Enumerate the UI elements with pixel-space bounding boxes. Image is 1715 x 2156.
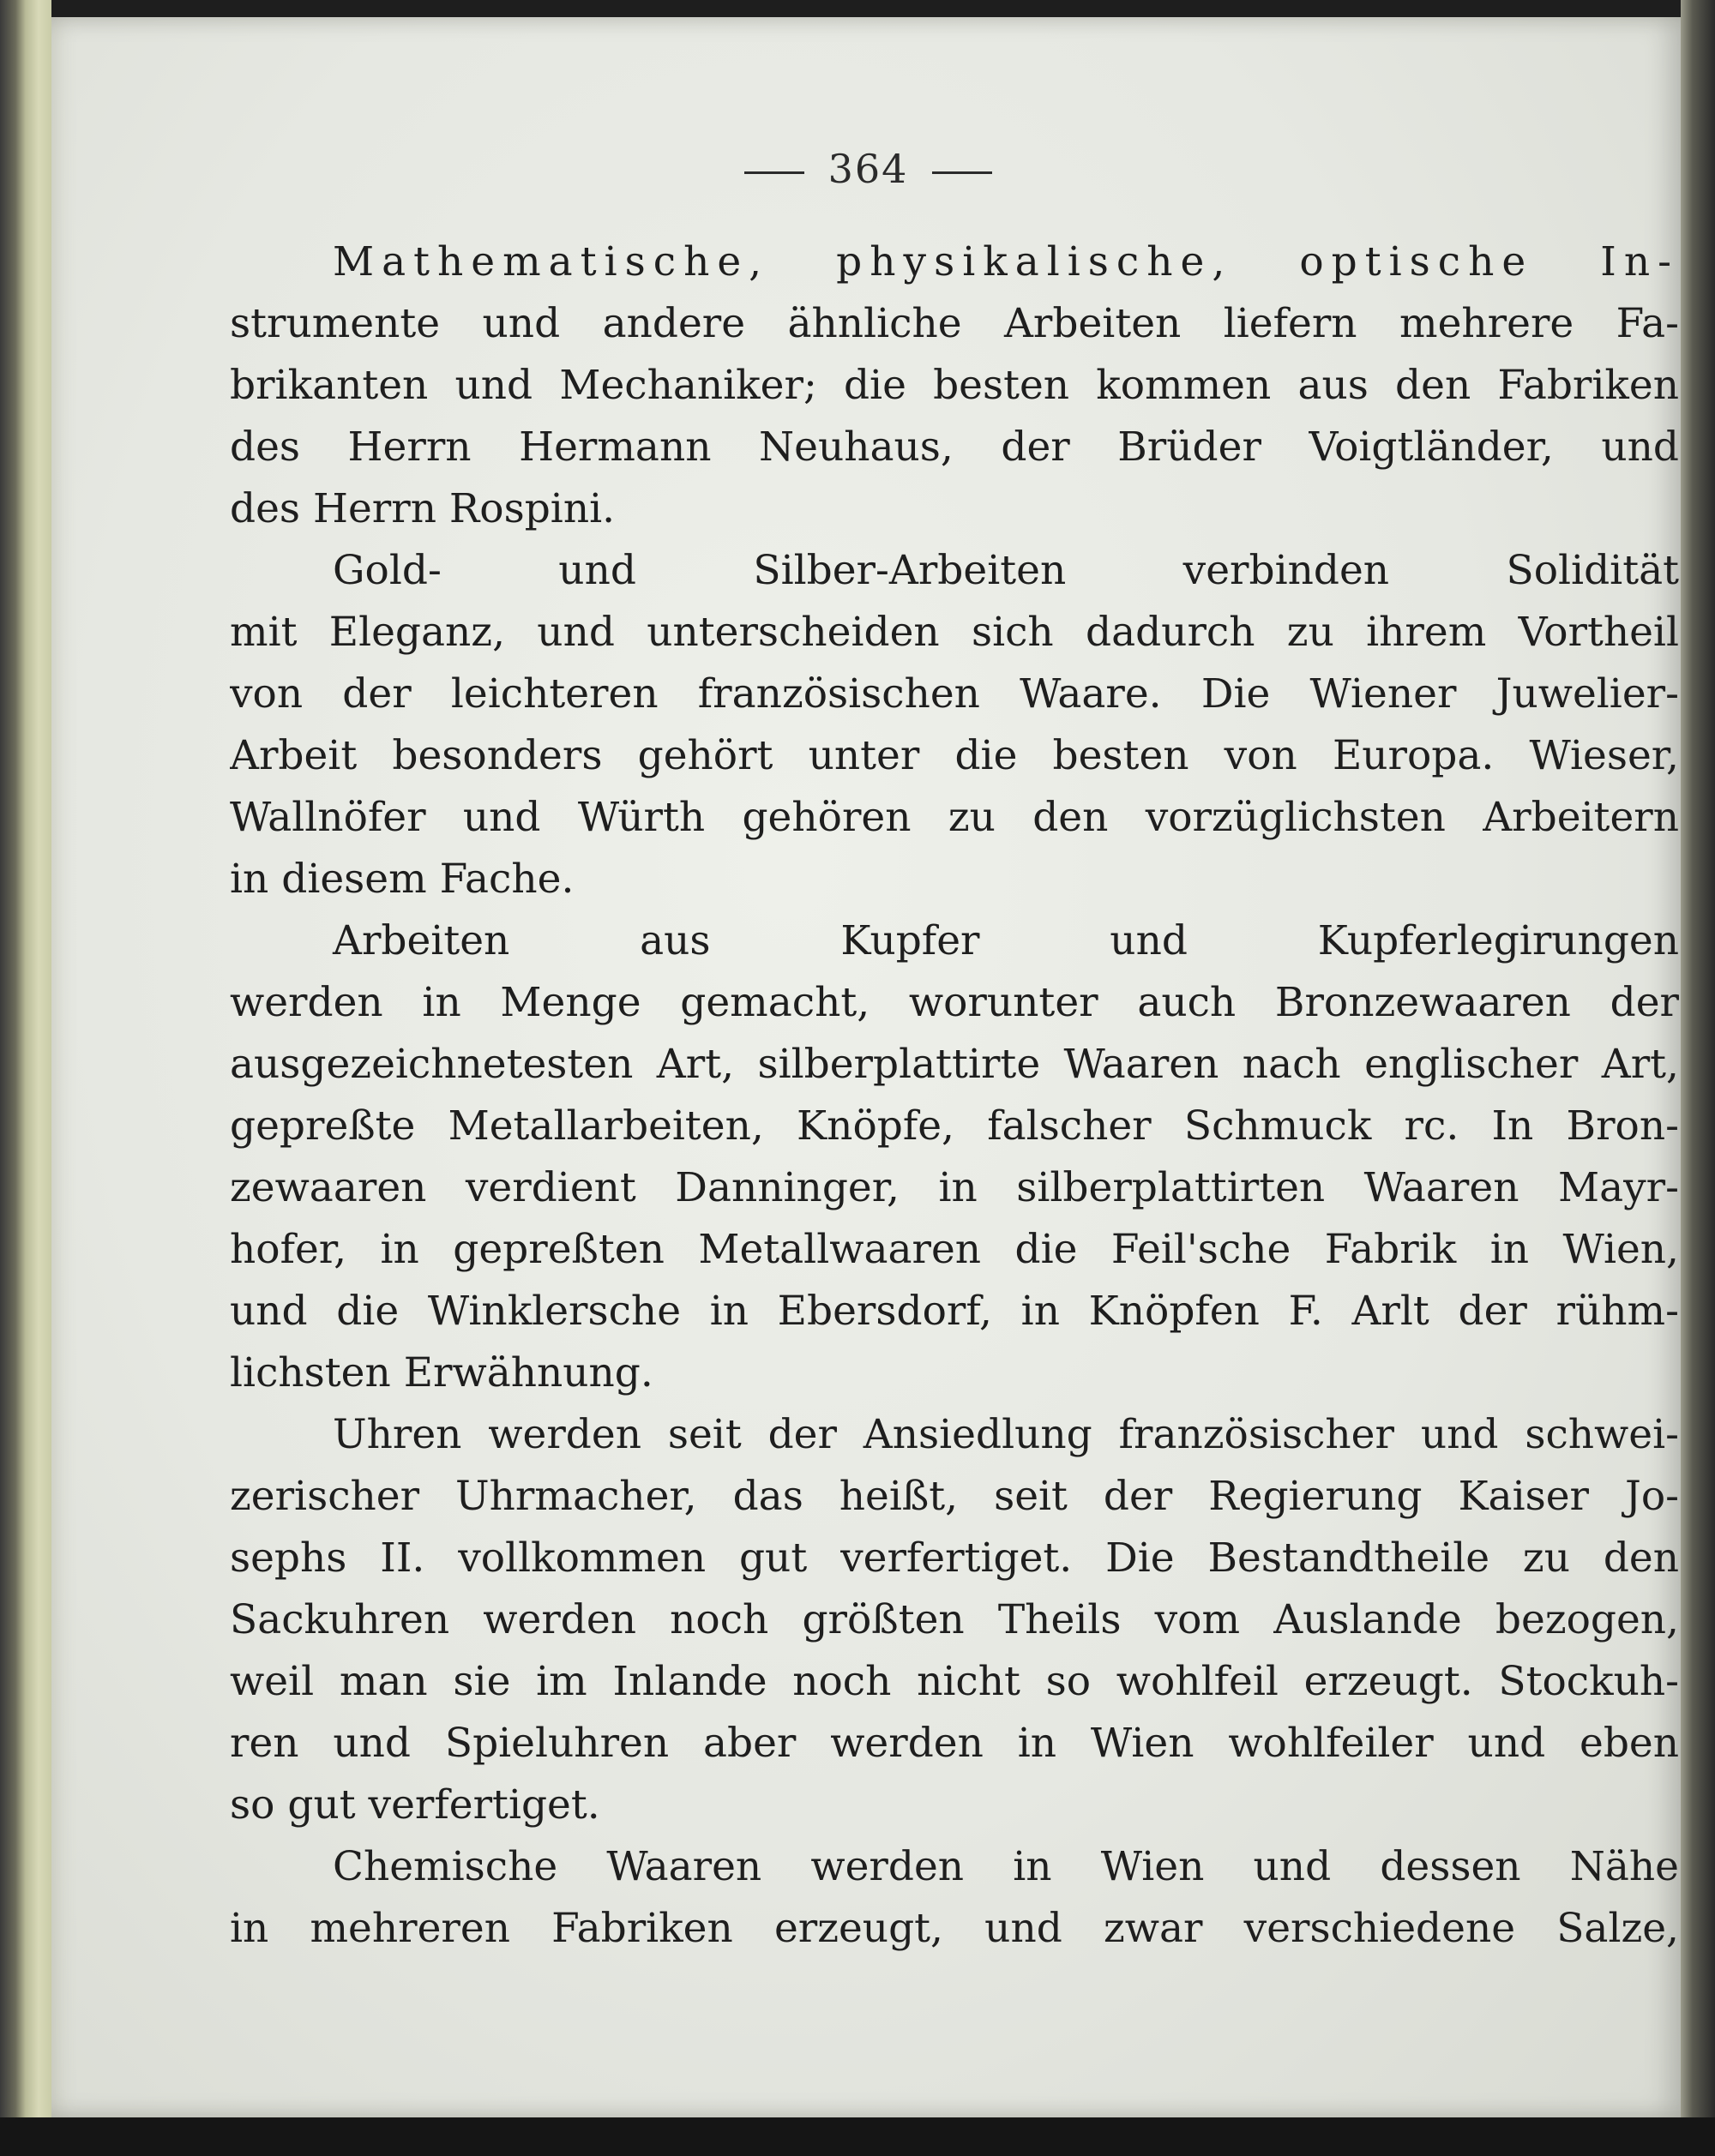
text-line: ren und Spieluhren aber werden in Wien wohlfeiler und eben [230,1720,1679,1767]
page-number [51,146,1685,192]
text-line: zerischer Uhrmacher, das heißt, seit der Regierung Kaiser Jo- [230,1473,1679,1520]
text-line: zewaaren verdient Danninger, in silberplattirten Waaren Mayr- [230,1164,1679,1211]
text-line: Uhren werden seit der Ansiedlung französischer und schwei- [333,1411,1679,1458]
text-line: Gold- und Silber-Arbeiten verbinden Solidität [333,547,1679,594]
paragraph-instruments [230,231,1679,540]
text-line: in diesem Fache. [230,856,575,903]
text-line: werden in Menge gemacht, worunter auch Bronzewaaren der [230,979,1679,1026]
paragraph-gold-silver [230,540,1679,910]
text-line: Arbeit besonders gehört unter die besten von Europa. Wieser, [230,732,1679,779]
text-line: brikanten und Mechaniker; die besten kommen aus den Fabriken [230,362,1679,409]
text-line: weil man sie im Inlande noch nicht so wohlfeil erzeugt. Stockuh- [230,1658,1679,1705]
text-line: Sackuhren werden noch größten Theils vom Auslande bezogen, [230,1596,1679,1643]
text-line: Wallnöfer und Würth gehören zu den vorzüglichsten Arbeitern [230,794,1679,841]
scan-backdrop-bottom [0,2117,1715,2156]
text-line: strumente und andere ähnliche Arbeiten liefern mehrere Fa- [230,300,1679,347]
text-line: gepreßte Metallarbeiten, Knöpfe, falscher Schmuck rc. In Bron- [230,1102,1679,1150]
page-number-dash-left [744,171,804,174]
book-page [51,17,1685,2117]
text-line: von der leichteren französischen Waare. Die Wiener Juwelier- [230,670,1679,718]
paragraph-chemicals [230,1836,1679,1960]
text-line: Arbeiten aus Kupfer und Kupferlegirungen [333,917,1679,964]
page-number-text: 364 [827,146,909,192]
text-line: so gut verfertiget. [230,1781,600,1829]
text-line: in mehreren Fabriken erzeugt, und zwar verschiedene Salze, [230,1905,1679,1952]
text-line: und die Winklersche in Ebersdorf, in Knöpfen F. Arlt der rühm- [230,1288,1679,1335]
body-text [230,231,1679,1960]
book-spine-edge [0,0,51,2156]
text-line: sephs II. vollkommen gut verfertiget. Die Bestandtheile zu den [230,1534,1679,1582]
paragraph-clocks [230,1404,1679,1836]
text-line: mit Eleganz, und unterscheiden sich dadurch zu ihrem Vortheil [230,609,1679,656]
page-number-dash-right [932,171,992,174]
text-line: ausgezeichnetesten Art, silberplattirte Waaren nach englischer Art, [230,1041,1679,1088]
text-line: des Herrn Hermann Neuhaus, der Brüder Voigtländer, und [230,423,1679,471]
text-line: Chemische Waaren werden in Wien und dessen Nähe [333,1843,1679,1890]
book-fore-edge [1681,0,1715,2156]
text-line: lichsten Erwähnung. [230,1349,653,1396]
text-line: hofer, in gepreßten Metallwaaren die Feil'sche Fabrik in Wien, [230,1226,1679,1273]
paragraph-copper [230,910,1679,1404]
text-line: Mathematische, physikalische, optische In- [333,238,1679,285]
text-line: des Herrn Rospini. [230,485,616,532]
